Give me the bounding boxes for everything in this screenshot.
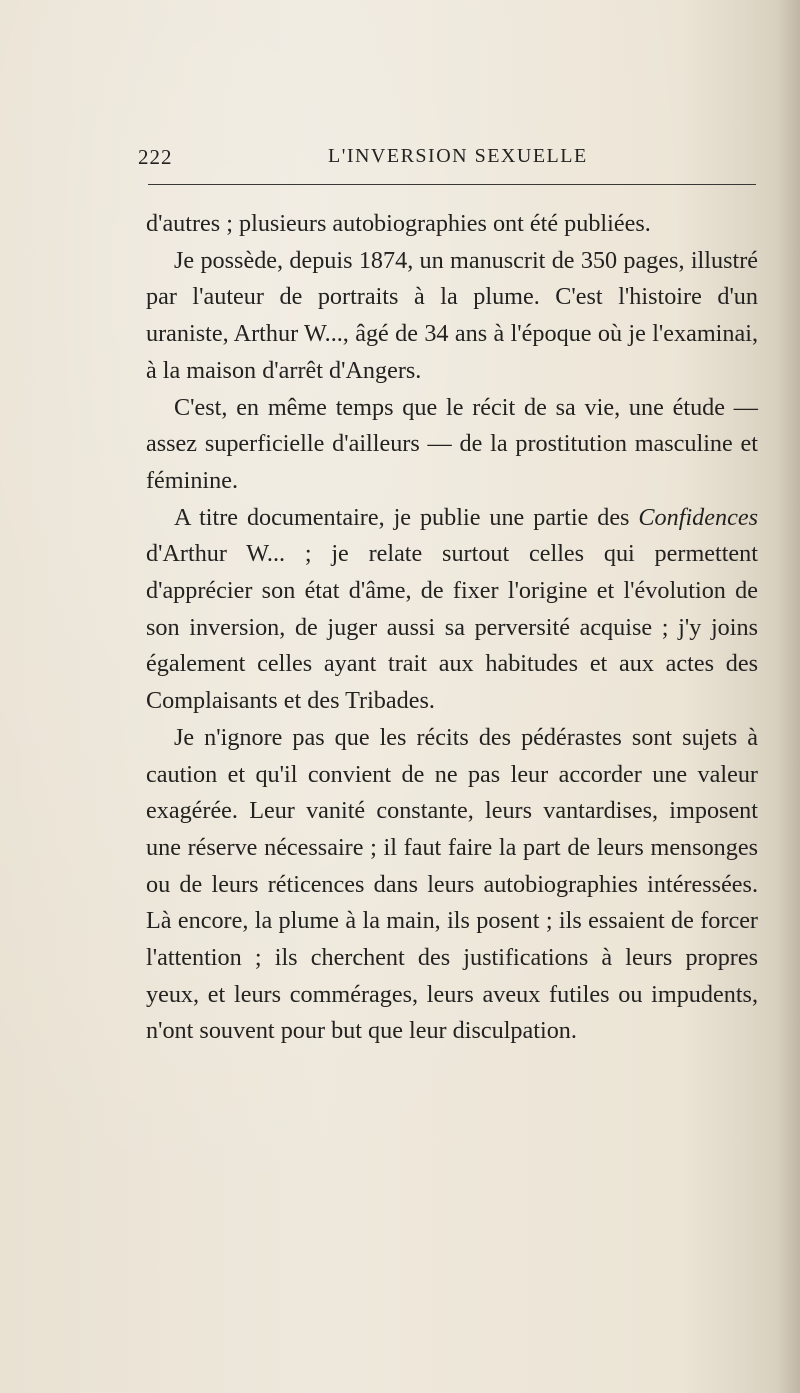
paragraph: C'est, en même temps que le récit de sa vie, une étude — assez superficielle d'ailleurs — de la prostitution masculine et féminine. (146, 393, 758, 494)
page-header (138, 145, 756, 173)
paragraph-text: A titre documentaire, je publie une partie des (174, 503, 639, 531)
paragraph: d'autres ; plusieurs autobiographies ont été publiées. (146, 210, 651, 237)
header-rule (148, 184, 756, 185)
italic-title: Confidences (638, 503, 758, 531)
running-title: L'INVERSION SEXUELLE (328, 145, 588, 167)
page-number: 222 (138, 145, 173, 169)
paragraph: Je n'ignore pas que les récits des pédérastes sont sujets à caution et qu'il convient de ne pas leur accorder une valeur exagérée. Leur vanité constante, leurs vantardises, imposent une réserve nécessaire ; il faut faire la part de leurs mensonges ou de leurs réticences dans leurs autobiographies intéressées. Là encore, la plume à la main, ils posent ; ils essaient de forcer l'attention ; ils cherchent des justifications à leurs propres yeux, et leurs commérages, leurs aveux futiles ou impudents, n'ont souvent pour but que leur disculpation. (146, 723, 758, 1045)
paragraph (146, 500, 758, 720)
body-text (146, 206, 758, 1050)
paragraph: Je possède, depuis 1874, un manuscrit de 350 pages, illustré par l'auteur de portraits à la plume. C'est l'histoire d'un uraniste, Arthur W..., âgé de 34 ans à l'époque où je l'examinai, à la maison d'arrêt d'Angers. (146, 246, 758, 384)
paragraph-text: d'Arthur W... ; je relate surtout celles qui permettent d'apprécier son état d'âme, de fixer l'origine et l'évolution de son inversion, de juger aussi sa perversité acquise ; j'y joins également celles ayant trait aux habitudes et aux actes des Complaisants et des Tribades. (146, 540, 758, 715)
